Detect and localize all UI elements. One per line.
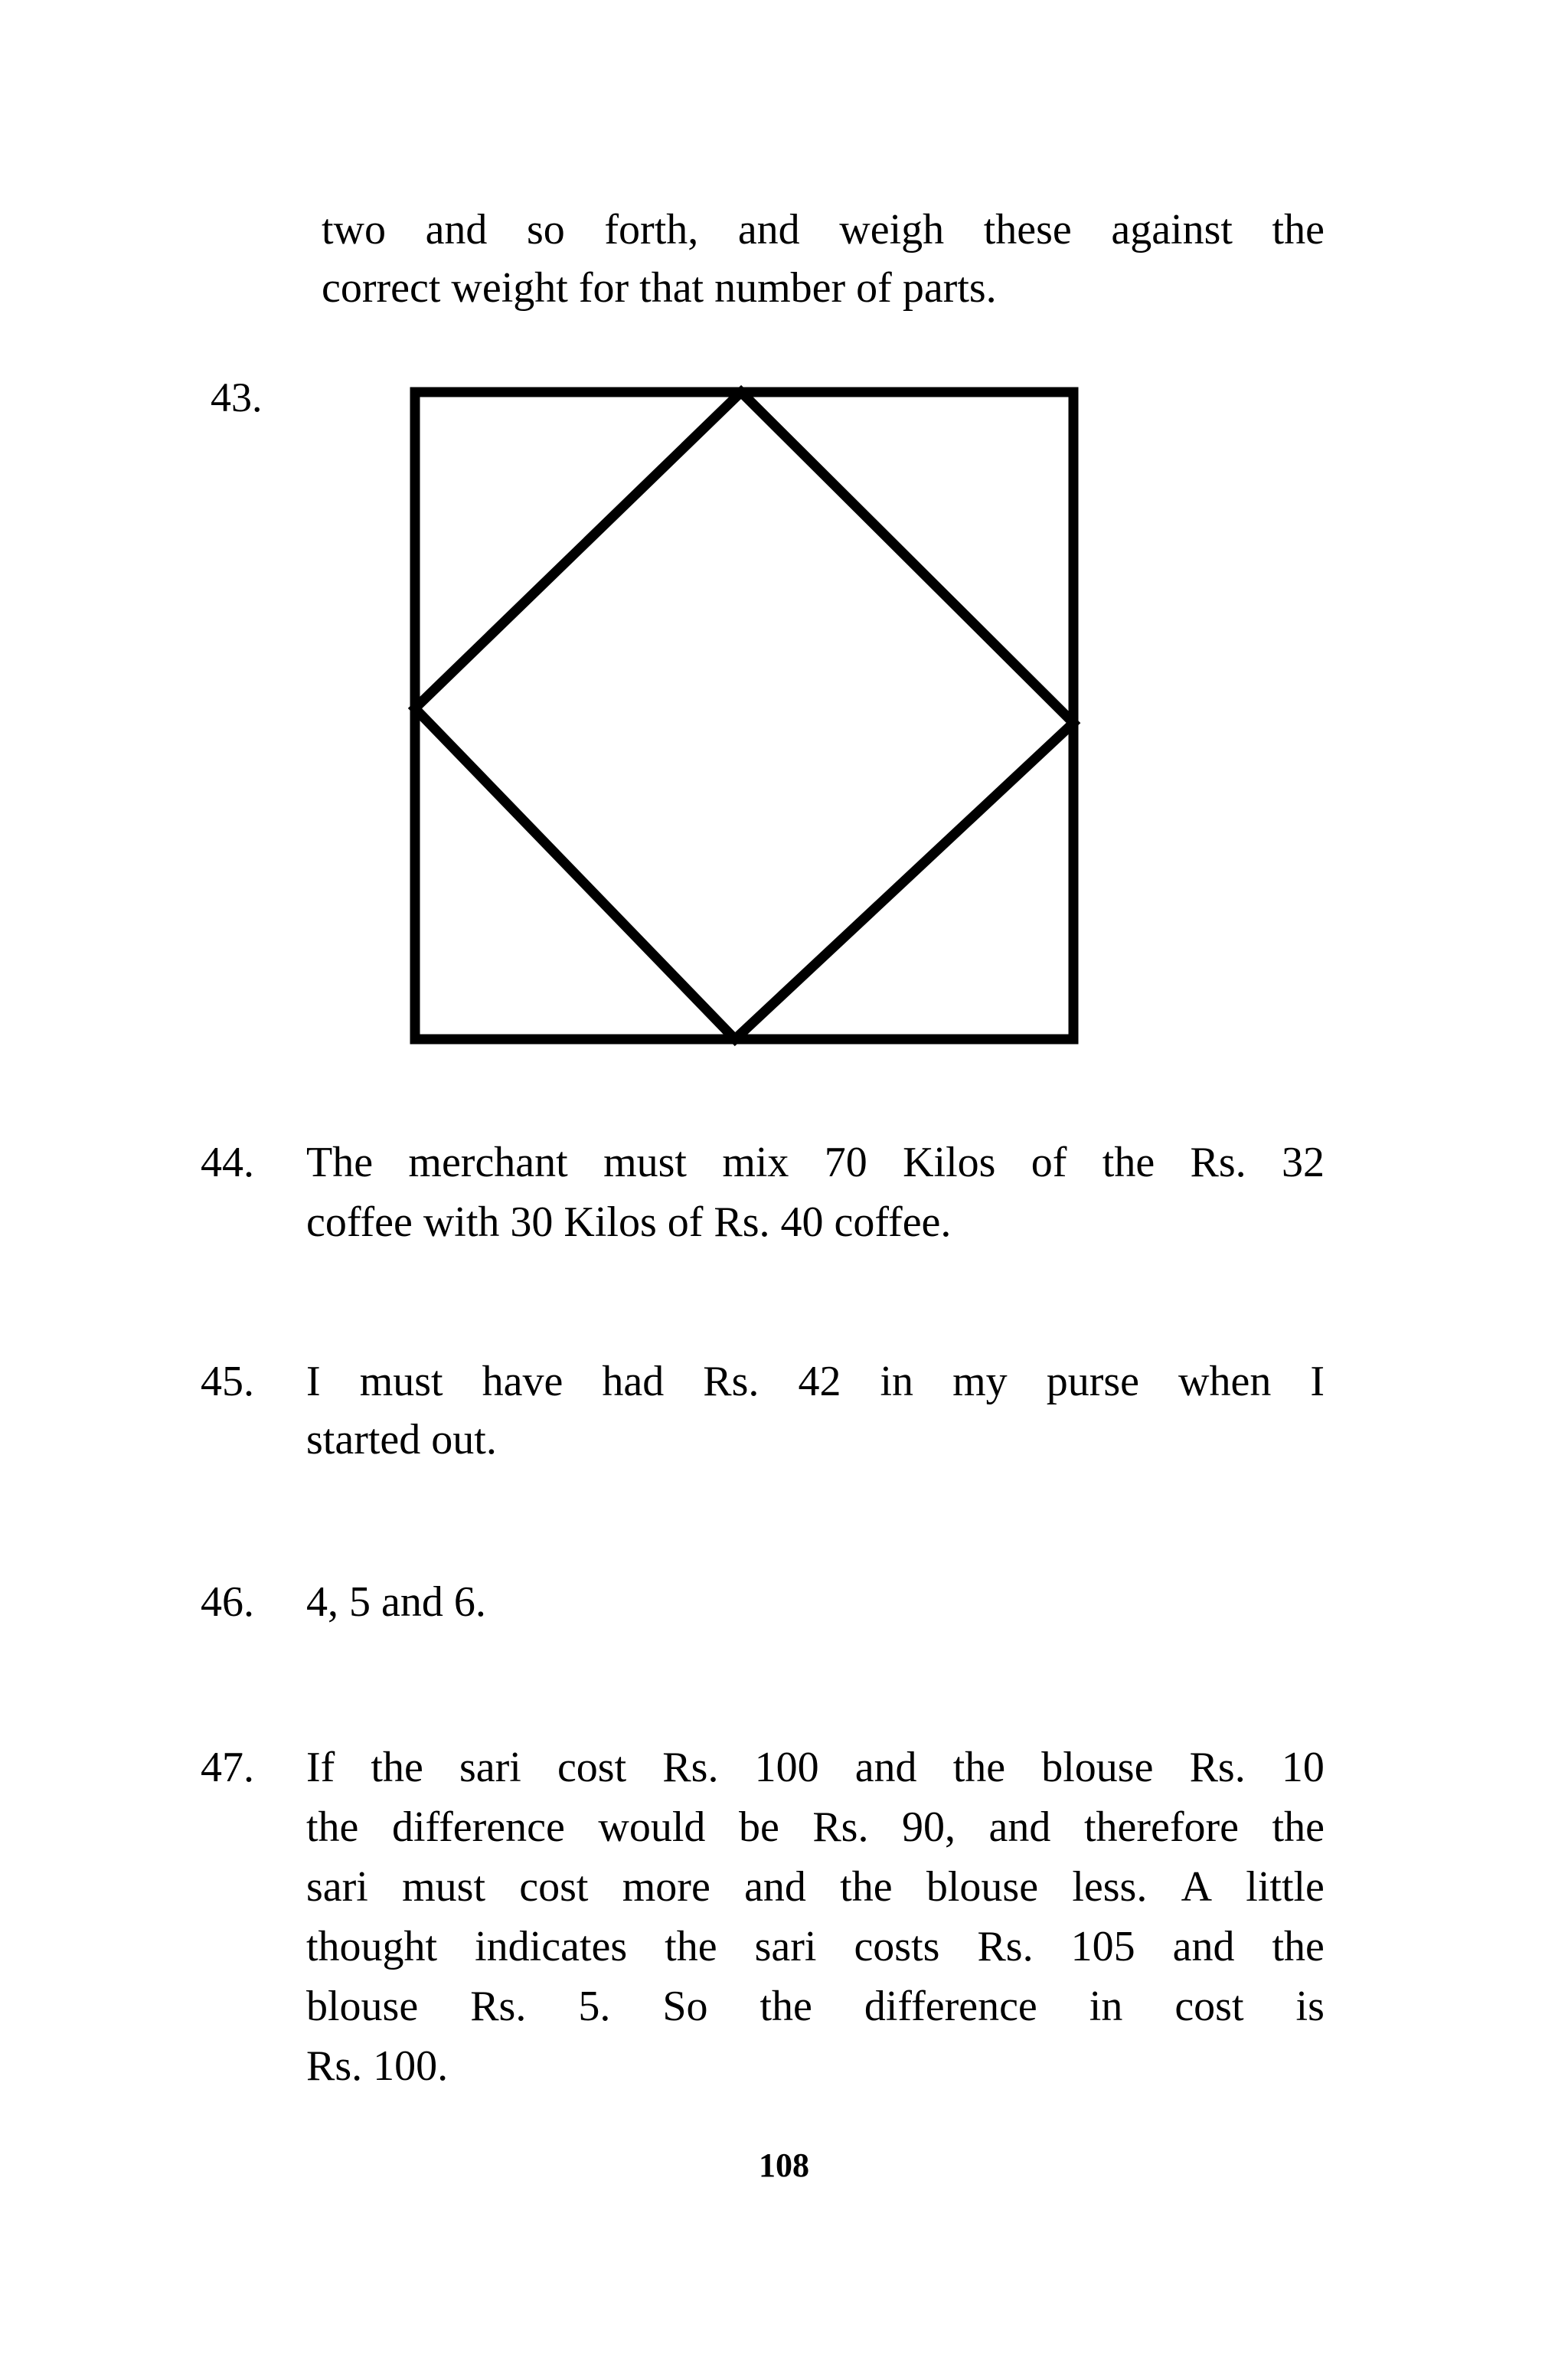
word: forth, (604, 206, 699, 253)
word: Rs. (812, 1803, 869, 1851)
word: against (1111, 206, 1233, 253)
word: 42 (798, 1358, 841, 1405)
word: mix (722, 1139, 789, 1186)
item-47-line-1 (306, 1746, 1325, 1789)
word: and (1172, 1923, 1235, 1970)
word: more (622, 1863, 710, 1911)
word: blouse (306, 1983, 419, 2030)
word: the (1272, 1923, 1325, 1970)
word: these (983, 206, 1072, 253)
word: sari (754, 1923, 817, 1970)
item-47-line-6: Rs. 100. (306, 2042, 449, 2090)
word: weigh (839, 206, 945, 253)
word: and (854, 1744, 917, 1791)
word: 32 (1282, 1139, 1325, 1186)
item-47-number: 47. (201, 1744, 254, 1791)
word: Rs. (1190, 1139, 1246, 1186)
item-46-number: 46. (201, 1578, 254, 1626)
item-44-number: 44. (201, 1139, 254, 1186)
item-47-line-4 (306, 1925, 1325, 1968)
word: little (1246, 1863, 1325, 1911)
word: thought (306, 1923, 438, 1970)
word: had (602, 1358, 665, 1405)
word: blouse (1041, 1744, 1154, 1791)
word: therefore (1083, 1803, 1240, 1851)
word: cost (519, 1863, 589, 1911)
word: have (482, 1358, 564, 1405)
word: Rs. (1189, 1744, 1246, 1791)
item-47-line-5 (306, 1985, 1325, 2028)
word: must (603, 1139, 687, 1186)
word: difference (391, 1803, 565, 1851)
item-47-line-3 (306, 1863, 1325, 1911)
word: the (840, 1863, 893, 1911)
word: the (665, 1923, 717, 1970)
page-number: 108 (759, 2147, 809, 2184)
word: the (1272, 206, 1325, 253)
word: in (1089, 1983, 1123, 2030)
outer-square (415, 392, 1073, 1039)
word: The (306, 1139, 374, 1186)
word: is (1295, 1983, 1325, 2030)
word: less. (1072, 1863, 1148, 1911)
item-45-number: 45. (201, 1358, 254, 1405)
word: cost (557, 1744, 627, 1791)
word: in (880, 1358, 914, 1405)
word: the (760, 1983, 812, 2030)
word: Rs. (977, 1923, 1034, 1970)
item-47-line-2 (306, 1803, 1325, 1851)
word: the (952, 1744, 1006, 1791)
word: A (1181, 1863, 1213, 1911)
word: Rs. (703, 1358, 760, 1405)
word: be (738, 1803, 779, 1851)
word: difference (864, 1983, 1037, 2030)
word: 10 (1281, 1744, 1325, 1791)
word: and (425, 206, 488, 253)
word: cost (1174, 1983, 1244, 2030)
word: my (952, 1358, 1008, 1405)
word: 90, (902, 1803, 956, 1851)
word: sari (306, 1863, 368, 1911)
word: of (1031, 1139, 1067, 1186)
item-43-number: 43. (211, 374, 263, 420)
word: blouse (926, 1863, 1039, 1911)
word: If (306, 1744, 335, 1791)
word: sari (459, 1744, 521, 1791)
word: So (662, 1983, 708, 2030)
word: when (1178, 1358, 1272, 1405)
word: 100 (754, 1744, 819, 1791)
word: I (1310, 1358, 1325, 1405)
word: the (306, 1803, 359, 1851)
word: would (598, 1803, 706, 1851)
word: and (988, 1803, 1051, 1851)
word: and (744, 1863, 806, 1911)
intro-line-2: correct weight for that number of parts. (322, 264, 997, 312)
inscribed-diamond (415, 392, 1073, 1039)
word: two (322, 206, 386, 253)
word: indicates (475, 1923, 628, 1970)
item-44-line-2: coffee with 30 Kilos of Rs. 40 coffee. (306, 1198, 952, 1246)
item-46-line-1: 4, 5 and 6. (306, 1578, 486, 1626)
word: so (527, 206, 565, 253)
word: costs (854, 1923, 940, 1970)
word: must (359, 1358, 443, 1405)
word: Rs. (662, 1744, 719, 1791)
item-45-line-1 (306, 1360, 1325, 1403)
word: 5. (578, 1983, 611, 2030)
item-44-line-1 (306, 1141, 1325, 1184)
word: and (737, 206, 800, 253)
word: Rs. (470, 1983, 527, 2030)
word: the (1272, 1803, 1325, 1851)
item-45-line-2: started out. (306, 1416, 497, 1463)
word: 70 (824, 1139, 867, 1186)
word: Kilos (903, 1139, 996, 1186)
word: the (371, 1744, 423, 1791)
word: 105 (1070, 1923, 1135, 1970)
word: merchant (408, 1139, 568, 1186)
word: the (1102, 1139, 1155, 1186)
word: purse (1046, 1358, 1139, 1405)
word: must (402, 1863, 486, 1911)
word: I (306, 1358, 321, 1405)
